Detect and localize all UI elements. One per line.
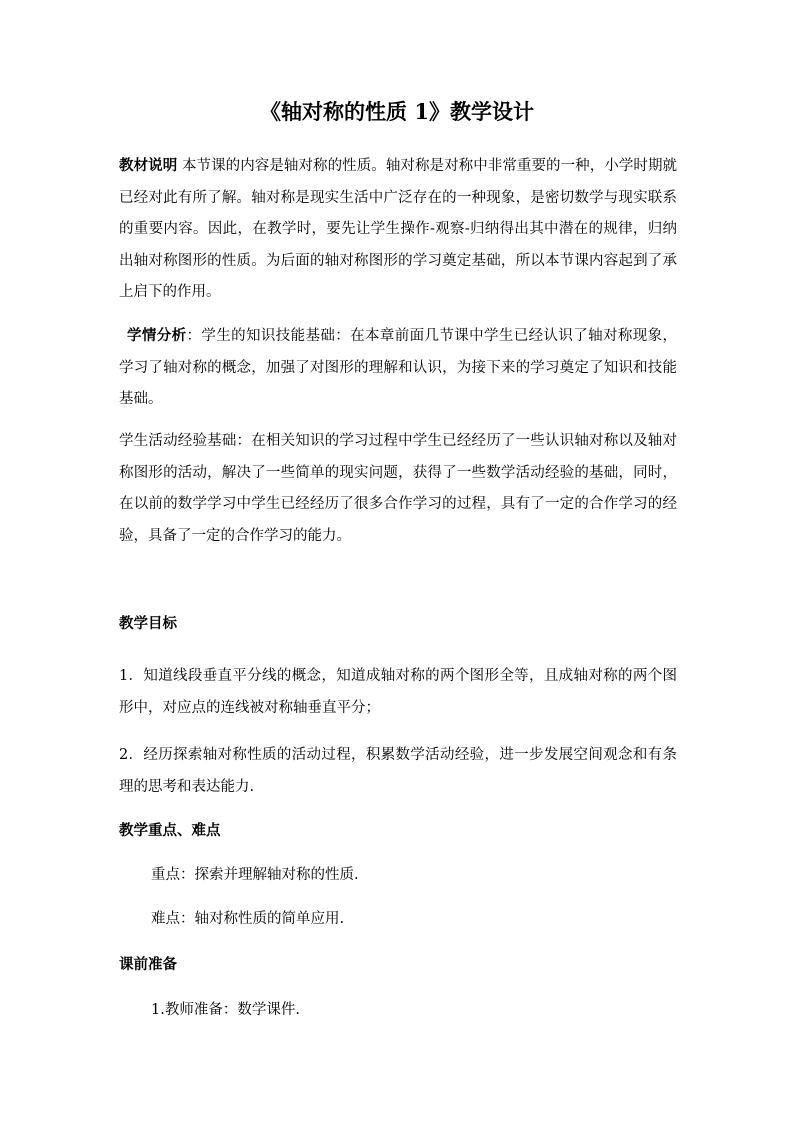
activity-experience: 学生活动经验基础：在相关知识的学习过程中学生已经经历了一些认识轴对称以及轴对称图形的活动，解决了一些简单的现实问题，获得了一些数学活动经验的基础，同时，在以前的数学学习中学生已经经历了很多合作学习的过程，具有了一定的合作学习的经验，具备了一定的合作学习的能力。 <box>119 433 677 544</box>
material-label: 教材说明 <box>119 157 178 174</box>
preparation-item-1: 1.教师准备：数学课件. <box>151 1002 300 1018</box>
document-title: 《轴对称的性质 1》教学设计 <box>260 99 534 124</box>
material-description <box>119 150 677 309</box>
student-analysis <box>119 320 677 416</box>
preparation-heading: 课前准备 <box>119 956 177 973</box>
analysis-label: 学情分析 <box>127 327 187 344</box>
key-point: 重点：探索并理解轴对称的性质. <box>151 867 359 883</box>
goals-heading: 教学目标 <box>119 615 177 632</box>
analysis-text: ：学生的知识技能基础：在本章前面几节课中学生已经认识了轴对称现象，学习了轴对称的概念，加强了对图形的理解和认识，为接下来的学习奠定了知识和技能基础。 <box>119 328 677 407</box>
difficulty-point: 难点：轴对称性质的简单应用. <box>151 911 345 927</box>
keypoints-heading: 教学重点、难点 <box>119 822 221 839</box>
goal-item-2: 2．经历探索轴对称性质的活动过程，积累数学活动经验，进一步发展空间观念和有条理的思考和表达能力. <box>119 747 677 795</box>
material-text: 本节课的内容是轴对称的性质。轴对称是对称中非常重要的一种，小学时期就已经对此有所了解。轴对称是现实生活中广泛存在的一种现象，是密切数学与现实联系的重要内容。因此，在教学时，要先让学生操作-观察-归纳得出其中潜在的规律，归纳出轴对称图形的性质。为后面的轴对称图形的学习奠定基础，所以本节课内容起到了承上启下的作用。 <box>119 158 678 300</box>
goal-item-1: 1．知道线段垂直平分线的概念，知道成轴对称的两个图形全等，且成轴对称的两个图形中，对应点的连线被对称轴垂直平分； <box>119 668 677 716</box>
